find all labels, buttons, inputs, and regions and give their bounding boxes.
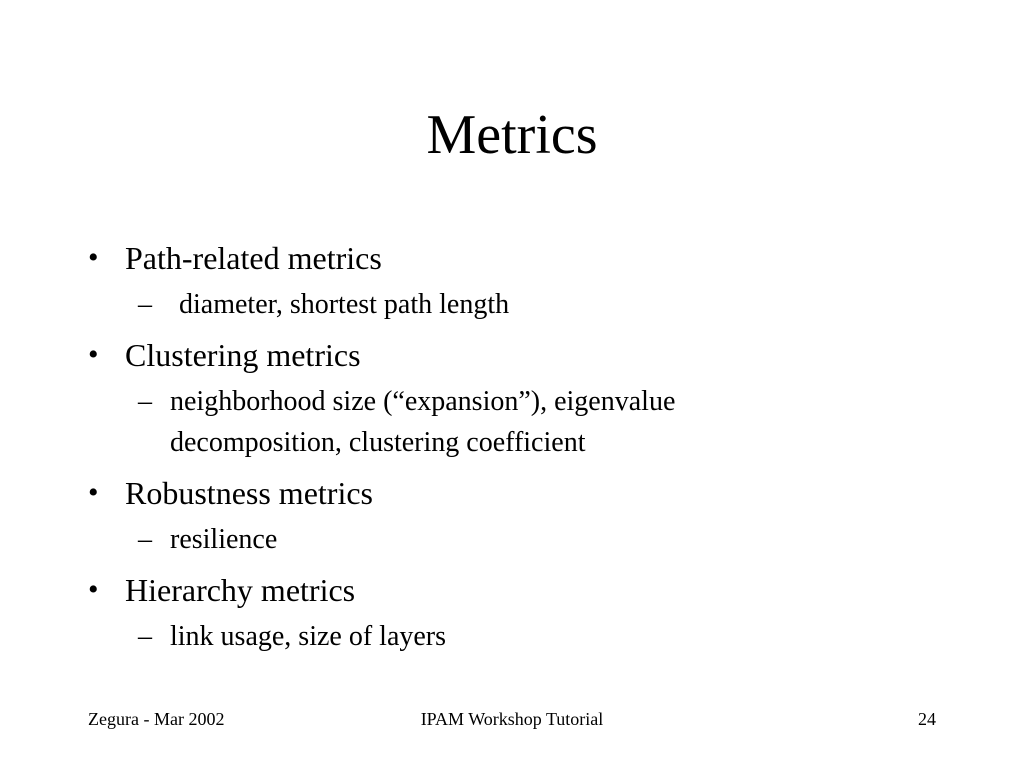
sub-bullet-text: neighborhood size (“expansion”), eigenvalue decomposition, clustering coefficient [170, 386, 676, 458]
bullet-item-clustering [88, 333, 968, 463]
sub-bullet-list [88, 381, 968, 463]
bullet-text: Robustness metrics [125, 475, 373, 511]
sub-bullet-list [88, 616, 968, 657]
sub-bullet-item [138, 519, 968, 560]
sub-bullet-text: link usage, size of layers [170, 621, 447, 652]
sub-bullet-marker: – [138, 524, 152, 555]
bullet-item-hierarchy [88, 568, 968, 657]
bullet-text: Path-related metrics [125, 240, 382, 276]
sub-bullet-item [138, 381, 968, 463]
bullet-marker: • [88, 338, 99, 371]
footer-page-number: 24 [918, 709, 936, 729]
sub-bullet-marker: – [138, 386, 152, 417]
slide-title: Metrics [426, 104, 598, 166]
sub-bullet-item [138, 284, 968, 325]
sub-bullet-marker: – [138, 289, 152, 320]
bullet-text: Clustering metrics [125, 337, 361, 373]
sub-bullet-item [138, 616, 968, 657]
bullet-row [88, 471, 968, 515]
bullet-row [88, 236, 968, 280]
footer-event: IPAM Workshop Tutorial [420, 709, 604, 729]
sub-bullet-list [88, 284, 968, 325]
bullet-row [88, 333, 968, 377]
bullet-row [88, 568, 968, 612]
bullet-list [88, 228, 968, 657]
bullet-marker: • [88, 241, 99, 274]
sub-bullet-list [88, 519, 968, 560]
sub-bullet-text: resilience [170, 524, 278, 555]
bullet-text: Hierarchy metrics [125, 572, 356, 608]
footer-author-date: Zegura - Mar 2002 [88, 709, 225, 729]
sub-bullet-marker: – [138, 621, 152, 652]
sub-bullet-text: diameter, shortest path length [179, 289, 510, 320]
bullet-item-robustness [88, 471, 968, 560]
bullet-marker: • [88, 476, 99, 509]
bullet-item-path [88, 236, 968, 325]
bullet-marker: • [88, 573, 99, 606]
